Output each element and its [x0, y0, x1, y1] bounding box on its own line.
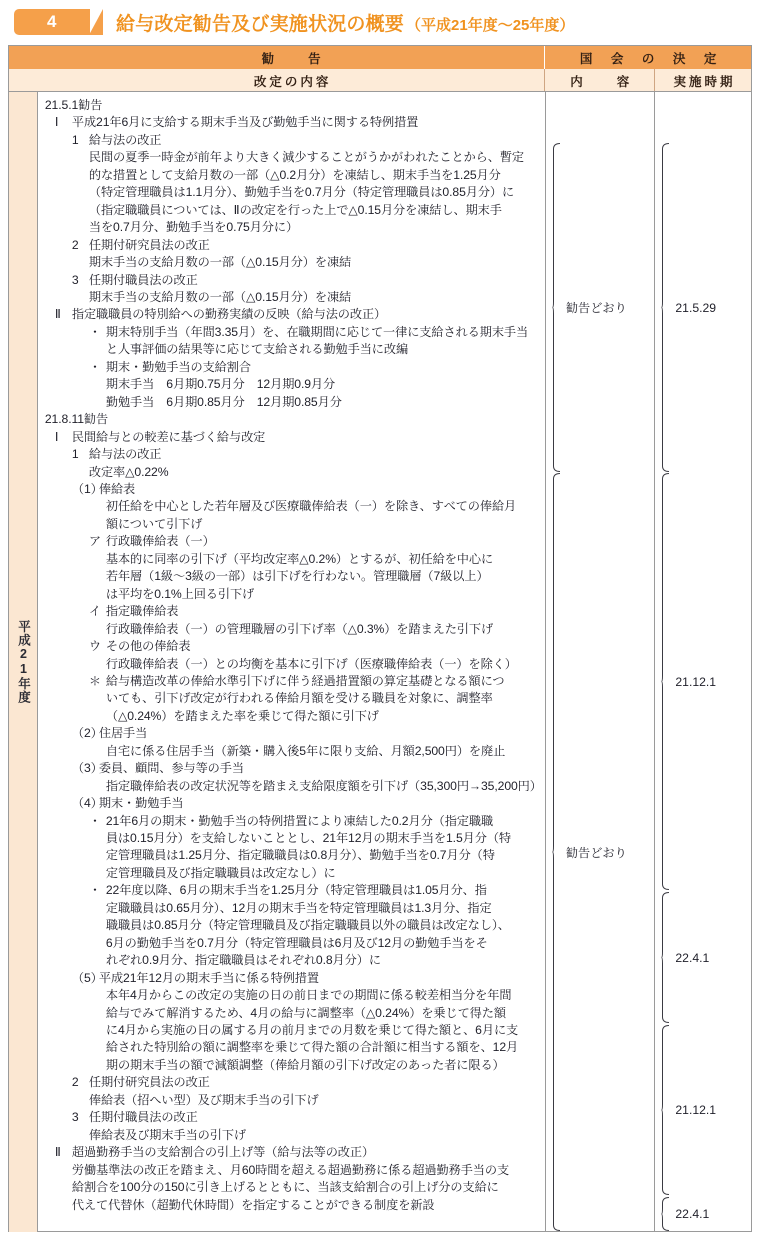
line-text: 任期付職員法の改正: [88, 272, 198, 287]
line-text: 期末・勤勉手当の支給割合: [105, 359, 251, 374]
line-marker: 2: [71, 1075, 79, 1090]
line-text: 期末手当の支給月数の一部（△0.15月分）を凍結: [88, 289, 352, 304]
header-jisshi-jiki: 実施時期: [673, 74, 736, 89]
line-marker: ・: [88, 813, 101, 828]
line-text: は平均を0.1%上回る引下げ: [105, 586, 255, 601]
content-line: [45, 656, 539, 673]
jisshi-jiki-brace-group: [661, 1197, 709, 1231]
content-line: [45, 498, 539, 515]
line-text: 超過勤務手当の支給割合の引上げ等（給与法等の改正）: [71, 1145, 375, 1160]
line-text: 額について引下げ: [105, 516, 203, 531]
line-text: 民間給与との較差に基づく給与改定: [71, 429, 266, 444]
line-text: 平成21年6月に支給する期末手当及び勤勉手当に関する特例措置: [71, 115, 419, 130]
content-line: [45, 254, 539, 271]
line-marker: Ⅱ: [54, 307, 61, 322]
content-line: [45, 324, 539, 341]
line-text: 給与法の改正: [88, 132, 162, 147]
line-text: 21年6月の期末・勤勉手当の特例措置により凍結した0.2月分（指定職職: [105, 813, 494, 828]
content-line: [45, 970, 539, 987]
line-text: 期末・勤勉手当: [98, 796, 184, 811]
line-text: 給与でみて解消するため、4月の給与に調整率（△0.24%）を乗じて得た額: [105, 1005, 506, 1020]
content-line: [45, 149, 539, 166]
line-text: に4月から実施の日の属する月の前月までの月数を乗じて得た額と、6月に支: [105, 1023, 519, 1038]
line-text: 俸給表及び期末手当の引下げ: [88, 1127, 247, 1142]
line-marker: ・: [88, 883, 101, 898]
line-marker: （3）: [71, 761, 103, 776]
line-text: 俸給表: [98, 481, 136, 496]
content-line: [45, 743, 539, 760]
line-marker: 1: [71, 447, 79, 462]
content-line: [45, 237, 539, 254]
header-kankoku: 勧 告: [38, 46, 545, 69]
summary-table: [8, 45, 752, 1232]
line-text: 6月の勤勉手当を0.7月分（特定管理職員は6月及び12月の勤勉手当をそ: [105, 935, 488, 950]
line-text: 定管理職員及び指定職職員は改定なし）に: [105, 865, 336, 880]
line-marker: イ: [88, 604, 101, 619]
content-line: [45, 830, 539, 847]
content-line: [45, 1039, 539, 1056]
line-marker: 1: [71, 132, 79, 147]
content-line: [45, 289, 539, 306]
line-text: 指定職俸給表の改定状況等を踏まえ支給限度額を引下げ（35,300円→35,200円）: [105, 778, 542, 793]
kokkai-naiyo-column: [546, 92, 656, 1232]
content-line: [45, 394, 539, 411]
content-line: [45, 202, 539, 219]
content-line: [45, 621, 539, 638]
content-line: [45, 533, 539, 550]
line-marker: Ⅰ: [54, 429, 59, 444]
content-line: [45, 847, 539, 864]
line-marker: 3: [71, 1110, 79, 1125]
content-line: [45, 1057, 539, 1074]
kokkai-naiyo-brace-group: [552, 143, 627, 472]
content-line: [45, 917, 539, 934]
content-line: [45, 167, 539, 184]
page-title: [116, 9, 574, 36]
fiscal-year-label: 平成21年度: [16, 620, 31, 704]
table-header-sub-row: [9, 69, 751, 92]
line-text: 給割合を100分の150に引き上げるとともに、当該支給割合の引上げ分の支給に: [71, 1180, 499, 1195]
content-line: [45, 1109, 539, 1126]
content-line: [45, 778, 542, 795]
kaitei-content-column: [38, 92, 546, 1232]
content-line: [45, 359, 539, 376]
content-line: [45, 411, 539, 428]
jisshi-jiki-brace-label: 21.5.29: [675, 300, 717, 315]
header-kaitei-naiyo: 改定の内容: [38, 69, 545, 92]
content-line: [45, 708, 539, 725]
line-text: その他の俸給表: [105, 639, 191, 654]
section-number: 4: [47, 12, 57, 31]
content-line: [45, 900, 539, 917]
line-text: 指定職俸給表: [105, 604, 179, 619]
line-text: 行政職俸給表（一）の管理職層の引下げ率（△0.3%）を踏まえた引下げ: [105, 621, 494, 636]
kokkai-naiyo-brace-group: [552, 473, 627, 1231]
content-line: [45, 464, 539, 481]
content-line: [45, 446, 539, 463]
line-text: 代えて代替休（超勤代休時間）を指定することができる制度を新設: [71, 1197, 435, 1212]
line-text: （△0.24%）を踏まえた率を乗じて得た額に引下げ: [105, 708, 379, 723]
content-line: [45, 551, 539, 568]
line-text: 自宅に係る住居手当（新築・購入後5年に限り支給、月額2,500円）を廃止: [105, 743, 506, 758]
content-line: [45, 882, 539, 899]
line-text: 行政職俸給表（一）との均衡を基本に引下げ（医療職俸給表（一）を除く）: [105, 656, 517, 671]
jisshi-jiki-column: [655, 92, 751, 1232]
line-text: 基本的に同率の引下げ（平均改定率△0.2%）とするが、初任給を中心に: [105, 551, 494, 566]
content-line: [45, 132, 539, 149]
content-line: [45, 1005, 539, 1022]
line-text: 任期付研究員法の改正: [88, 1075, 210, 1090]
line-text: 任期付職員法の改正: [88, 1110, 198, 1125]
line-text: 勤勉手当 6月期0.85月分 12月期0.85月分: [105, 394, 342, 409]
line-text: 職職員は0.85月分（特定管理職員及び指定職職員以外の職員は改定なし）、: [105, 918, 510, 933]
content-line: [45, 184, 539, 201]
line-text: 住居手当: [98, 726, 148, 741]
line-marker: （1）: [71, 481, 103, 496]
content-line: [45, 987, 539, 1004]
content-line: [45, 97, 539, 114]
kokkai-naiyo-brace-label: 勧告どおり: [565, 845, 627, 860]
line-marker: Ⅰ: [54, 115, 59, 130]
line-text: 21.8.11勧告: [44, 412, 109, 427]
content-line: [45, 1127, 539, 1144]
jisshi-jiki-brace-group: [661, 473, 716, 890]
jisshi-jiki-brace-label: 22.4.1: [675, 1207, 710, 1221]
line-marker: Ⅱ: [54, 1145, 61, 1160]
header-kokkai-kettei: 国 会 の 決 定: [579, 51, 720, 66]
page-title-main: 給与改定勧告及び実施状況の概要: [116, 13, 405, 35]
fiscal-year-side-column: [9, 92, 38, 1232]
line-text: （指定職職員については、Ⅱの改定を行った上で△0.15月分を凍結し、期末手: [88, 202, 502, 217]
content-line: [45, 935, 539, 952]
content-line: [45, 586, 539, 603]
line-text: 期末手当の支給月数の一部（△0.15月分）を凍結: [88, 255, 352, 270]
line-text: 民間の夏季一時金が前年より大きく減少することがうかがわれたことから、暫定: [88, 150, 525, 165]
line-marker: 3: [71, 272, 79, 287]
content-line: [45, 376, 539, 393]
line-text: 俸給表（招へい型）及び期末手当の引下げ: [88, 1092, 319, 1107]
jisshi-jiki-brace-group: [661, 143, 716, 472]
content-line: [45, 690, 539, 707]
content-line: [45, 813, 539, 830]
line-text: 期末手当 6月期0.75月分 12月期0.9月分: [105, 377, 336, 392]
kokkai-naiyo-brace-label: 勧告どおり: [565, 301, 627, 315]
content-line: [45, 1022, 539, 1039]
header-naiyo: 内 容: [545, 69, 655, 92]
line-text: れぞれ0.9月分、指定職職員はそれぞれ0.8月分）に: [105, 953, 381, 968]
content-line: [45, 725, 539, 742]
content-line: [45, 1197, 539, 1214]
content-line: [45, 795, 539, 812]
line-text: 員は0.15月分）を支給しないこととし、21年12月の期末手当を1.5月分（特: [105, 831, 512, 846]
line-text: 行政職俸給表（一）: [105, 534, 215, 549]
line-text: 改定率△0.22%: [88, 464, 169, 479]
content-line: [45, 1162, 539, 1179]
content-line: [45, 114, 539, 131]
line-text: いても、引下げ改定が行われる俸給月額を受ける職員を対象に、調整率: [105, 691, 493, 706]
jisshi-jiki-brace-group: [661, 892, 709, 1023]
content-line: [45, 673, 539, 690]
header-top-side-spacer: [9, 46, 38, 69]
page-title-sub: （平成21年度〜25年度）: [406, 16, 575, 34]
header-sub-side-spacer: [9, 69, 38, 92]
table-header-top-row: [9, 46, 751, 69]
jisshi-jiki-brace-label: 22.4.1: [675, 950, 710, 965]
content-line: [45, 429, 539, 446]
jisshi-jiki-brace-group: [661, 1025, 716, 1195]
content-line: [45, 603, 539, 620]
page-title-bar: [0, 0, 760, 44]
line-text: 任期付研究員法の改正: [88, 237, 210, 252]
jisshi-jiki-brace-label: 21.12.1: [675, 1103, 717, 1117]
line-text: 若年層（1級〜3級の一部）は引下げを行わない。管理職層（7級以上）: [105, 569, 489, 584]
line-marker: 2: [71, 237, 79, 252]
line-text: 指定職職員の特別給への勤務実績の反映（給与法の改正）: [71, 307, 387, 322]
content-line: [45, 219, 539, 236]
line-marker: （5）: [71, 970, 103, 985]
content-line: [45, 760, 539, 777]
content-line: [45, 1092, 539, 1109]
line-text: 給与法の改正: [88, 447, 162, 462]
line-marker: ・: [88, 359, 101, 374]
table-body-row: [9, 92, 751, 1232]
line-text: 期末特別手当（年間3.35月）を、在職期間に応じて一律に支給される期末手当: [105, 324, 529, 339]
jisshi-jiki-brace-label: 21.12.1: [675, 674, 717, 689]
content-line: [45, 1179, 539, 1196]
content-line: [45, 638, 539, 655]
line-text: 平成21年12月の期末手当に係る特例措置: [98, 970, 319, 985]
line-text: 労働基準法の改正を踏まえ、月60時間を超える超過勤務に係る超過勤務手当の支: [71, 1162, 510, 1177]
content-line: [45, 865, 539, 882]
line-marker: ・: [88, 324, 101, 339]
content-line: [45, 272, 539, 289]
line-marker: （4）: [71, 796, 103, 811]
line-text: 本年4月からこの改定の実施の日の前日までの期間に係る較差相当分を年間: [105, 988, 512, 1003]
content-line: [45, 952, 539, 969]
content-line: [45, 306, 539, 323]
content-line: [45, 481, 539, 498]
line-text: 定管理職員は1.25月分、指定職職員は0.8月分）、勤勉手当を0.7月分（特: [105, 848, 495, 863]
line-text: 初任給を中心とした若年層及び医療職俸給表（一）を除き、すべての俸給月: [105, 499, 517, 514]
content-line: [45, 1074, 539, 1091]
line-text: 給された特別給の額に調整率を乗じて得た額の合計額に相当する額を、12月: [105, 1040, 519, 1055]
content-line: [45, 568, 539, 585]
line-marker: ＊: [88, 673, 101, 688]
line-text: 期の期末手当の額で減額調整（俸給月額の引下げ改定のあった者に限る）: [105, 1057, 505, 1072]
content-line: [45, 341, 539, 358]
section-number-badge: [14, 9, 90, 35]
line-text: と人事評価の結果等に応じて支給される勤勉手当に改編: [105, 342, 409, 357]
line-text: 給与構造改革の俸給水準引下げに伴う経過措置額の算定基礎となる額につ: [105, 673, 505, 688]
content-line: [45, 516, 539, 533]
line-text: （特定管理職員は1.1月分）、勤勉手当を0.7月分（特定管理職員は0.85月分）に: [88, 185, 515, 200]
line-text: 的な措置として支給月数の一部（△0.2月分）を凍結し、期末手当を1.25月分: [88, 167, 501, 182]
line-text: 定職職員は0.65月分）、12月の期末手当を特定管理職員は1.3月分、指定: [105, 900, 492, 915]
line-text: 22年度以降、6月の期末手当を1.25月分（特定管理職員は1.05月分、指: [105, 883, 487, 898]
line-text: 委員、顧問、参与等の手当: [98, 761, 244, 776]
line-marker: （2）: [71, 726, 103, 741]
line-marker: ウ: [88, 639, 101, 654]
line-text: 21.5.1勧告: [44, 98, 103, 112]
line-text: 当を0.7月分、勤勉手当を0.75月分に）: [88, 220, 299, 235]
content-line: [45, 1144, 539, 1161]
line-marker: ア: [88, 534, 101, 549]
